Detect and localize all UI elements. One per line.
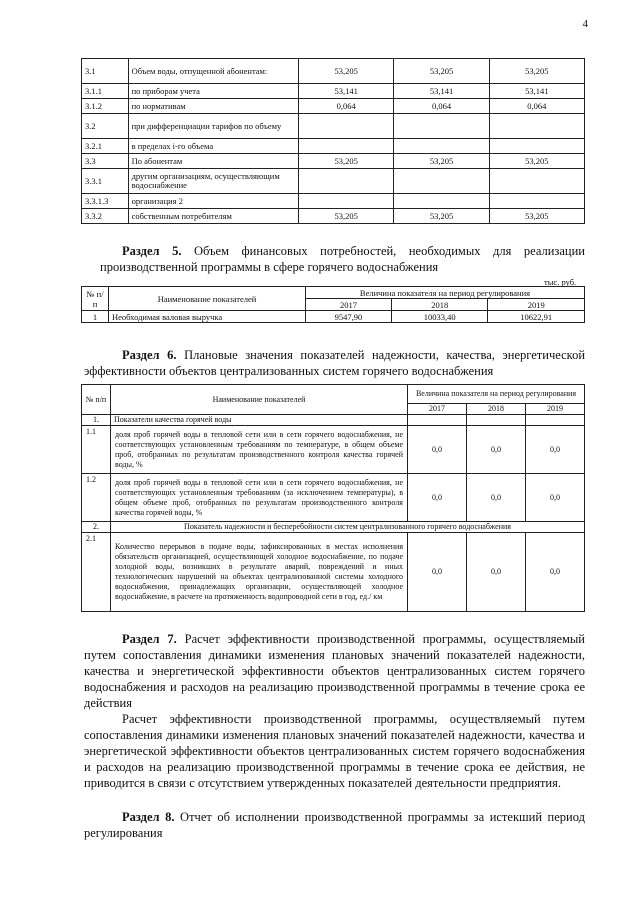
row-value-2018 xyxy=(394,194,489,209)
row-name: другим организациям, осуществляющим водоснабжение xyxy=(128,169,298,194)
section8-label: Раздел 8. xyxy=(122,810,175,824)
year-2018: 2018 xyxy=(466,404,525,415)
year-2018: 2018 xyxy=(391,299,487,311)
group-row xyxy=(82,522,585,533)
row-value-2019: 53,205 xyxy=(489,154,584,169)
section6-heading xyxy=(84,347,585,379)
row-name: в пределах i-го объема xyxy=(128,139,298,154)
row-value-2019: 0,064 xyxy=(489,99,584,114)
row-name: Объем воды, отпущенной абонентам: xyxy=(128,59,298,84)
row-num: 1 xyxy=(82,311,109,323)
row-num: 3.3.1 xyxy=(82,169,129,194)
row-value-2019: 53,205 xyxy=(489,59,584,84)
row-name: По абонентам xyxy=(128,154,298,169)
row-name: при дифференциации тарифов по объему xyxy=(128,114,298,139)
financial-needs-table xyxy=(81,286,585,323)
group-num: 1. xyxy=(82,415,111,426)
section6-text: Плановые значения показателей надежности, качества, энергетической эффективности объектов централизованных систем горячего водоснабжения xyxy=(84,348,586,378)
row-value-2017 xyxy=(299,114,394,139)
row-value-2017: 0,0 xyxy=(408,426,467,474)
row-value-2018: 0,0 xyxy=(466,474,525,522)
section7-heading xyxy=(84,631,585,711)
row-num: 2.1 xyxy=(82,533,111,612)
table-row xyxy=(82,533,585,612)
row-num: 3.1 xyxy=(82,59,129,84)
row-value-2019 xyxy=(489,194,584,209)
row-num: 3.3 xyxy=(82,154,129,169)
section7-label: Раздел 7. xyxy=(122,632,177,646)
header-no: № п/п xyxy=(82,385,111,415)
group-title: Показатели качества горячей воды xyxy=(111,415,408,426)
table-row xyxy=(82,154,585,169)
row-num: 3.2.1 xyxy=(82,139,129,154)
row-name: собственным потребителям xyxy=(128,209,298,224)
row-desc: Количество перерывов в подаче воды, зафиксированных в местах исполнения обязательств организацией, осуществляющей холодное водоснабжение, по подаче холодной воды, возникших в результате аварий, повреждений и иных технологических нарушений на объектах централизованной системы холодного водоснабжения, принадлежащих организации, осуществляющей холодное водоснабжение, в расчете на протяженность водопроводной сети в год, ед./ км xyxy=(111,533,408,612)
row-value-2017: 53,205 xyxy=(299,59,394,84)
row-value-2018: 53,205 xyxy=(394,209,489,224)
year-2019: 2019 xyxy=(525,404,584,415)
table-row xyxy=(82,114,585,139)
row-value-2019: 0,0 xyxy=(525,533,584,612)
row-value-2017: 53,141 xyxy=(299,84,394,99)
row-num: 3.3.1.3 xyxy=(82,194,129,209)
row-value-2017: 53,205 xyxy=(299,154,394,169)
header-no: № п/ п xyxy=(82,287,109,311)
row-value-2019: 53,141 xyxy=(489,84,584,99)
table-row xyxy=(82,426,585,474)
row-value-2019: 0,0 xyxy=(525,426,584,474)
row-value-2018: 10033,40 xyxy=(391,311,487,323)
row-value-2018: 0,0 xyxy=(466,426,525,474)
header-period: Величина показателя на период регулирования xyxy=(408,385,585,404)
water-volume-table xyxy=(81,58,585,224)
group-num: 2. xyxy=(82,522,111,533)
row-value-2018 xyxy=(394,139,489,154)
row-value-2019 xyxy=(489,114,584,139)
row-name: Необходимая валовая выручка xyxy=(109,311,306,323)
row-value-2017 xyxy=(299,139,394,154)
row-value-2018: 53,205 xyxy=(394,59,489,84)
section7-text: Расчет эффективности производственной программы, осуществляемый путем сопоставления динамики изменения плановых значений показателей надежности, качества и энергетической эффективности объектов централизованных систем горячего водоснабжения и расходов на реализацию производственной программы в течение срока ее действия xyxy=(84,632,585,710)
row-value-2018 xyxy=(394,169,489,194)
row-value-2019 xyxy=(489,169,584,194)
row-value-2017: 9547,90 xyxy=(306,311,392,323)
row-value-2018: 53,141 xyxy=(394,84,489,99)
row-value-2019 xyxy=(489,139,584,154)
header-name: Наименование показателей xyxy=(111,385,408,415)
row-value-2017: 0,0 xyxy=(408,533,467,612)
section8-text: Отчет об исполнении производственной программы за истекший период регулирования xyxy=(84,810,585,840)
section5-label: Раздел 5. xyxy=(122,244,182,258)
row-num: 3.1.2 xyxy=(82,99,129,114)
row-value-2019: 53,205 xyxy=(489,209,584,224)
reliability-indicators-table xyxy=(81,384,585,612)
row-num: 3.3.2 xyxy=(82,209,129,224)
section8-heading xyxy=(84,809,585,841)
row-value-2017 xyxy=(299,194,394,209)
row-value-2018: 53,205 xyxy=(394,154,489,169)
section5-text: Объем финансовых потребностей, необходимых для реализации производственной программы в сфере горячего водоснабжения xyxy=(100,244,585,274)
row-name: по приборам учета xyxy=(128,84,298,99)
table-row xyxy=(82,99,585,114)
row-name: организация 2 xyxy=(128,194,298,209)
section6-label: Раздел 6. xyxy=(122,348,177,362)
row-value-2019: 0,0 xyxy=(525,474,584,522)
row-value-2017: 53,205 xyxy=(299,209,394,224)
table-row xyxy=(82,139,585,154)
row-name: по нормативам xyxy=(128,99,298,114)
units-label: тыс. руб. xyxy=(544,277,577,287)
row-value-2019: 10622,91 xyxy=(488,311,585,323)
row-value-2017: 0,0 xyxy=(408,474,467,522)
row-desc: доля проб горячей воды в тепловой сети или в сети горячего водоснабжения, не соответствующих установленным требованиям (за исключением температуры), в общем объеме проб, отобранных по результатам производственного контроля качества горячей воды, % xyxy=(111,474,408,522)
header-name: Наименование показателей xyxy=(109,287,306,311)
year-2019: 2019 xyxy=(488,299,585,311)
table-row xyxy=(82,169,585,194)
row-num: 3.2 xyxy=(82,114,129,139)
row-num: 3.1.1 xyxy=(82,84,129,99)
section5-heading xyxy=(100,243,585,275)
row-desc: доля проб горячей воды в тепловой сети или в сети горячего водоснабжения, не соответствующих установленным требованиям по температуре, в общем объеме проб, отобранных по результатам производственного контроля качества горячей воды, % xyxy=(111,426,408,474)
row-value-2017 xyxy=(299,169,394,194)
table-row xyxy=(82,209,585,224)
table-row xyxy=(82,59,585,84)
row-num: 1.2 xyxy=(82,474,111,522)
section7-body: Расчет эффективности производственной программы, осуществляемый путем сопоставления динамики изменения плановых значений показателей надежности, качества и энергетической эффективности объектов централизованных систем горячего водоснабжения и расходов на реализацию производственной программы в течение срока ее действия, не приводится в связи с отсутствием утвержденных показателей деятельности предприятия. xyxy=(84,712,585,790)
table-row xyxy=(82,311,585,323)
group-title: Показатель надежности и бесперебойности систем централизованного горячего водоснабжения xyxy=(111,522,585,533)
row-value-2017: 0,064 xyxy=(299,99,394,114)
table-row xyxy=(82,194,585,209)
table-row xyxy=(82,84,585,99)
year-2017: 2017 xyxy=(306,299,392,311)
year-2017: 2017 xyxy=(408,404,467,415)
row-value-2018 xyxy=(394,114,489,139)
page-number: 4 xyxy=(582,18,588,30)
group-row xyxy=(82,415,585,426)
row-value-2018: 0,064 xyxy=(394,99,489,114)
table-row xyxy=(82,474,585,522)
row-num: 1.1 xyxy=(82,426,111,474)
header-period: Величина показателя на период регулирования xyxy=(306,287,585,299)
row-value-2018: 0,0 xyxy=(466,533,525,612)
